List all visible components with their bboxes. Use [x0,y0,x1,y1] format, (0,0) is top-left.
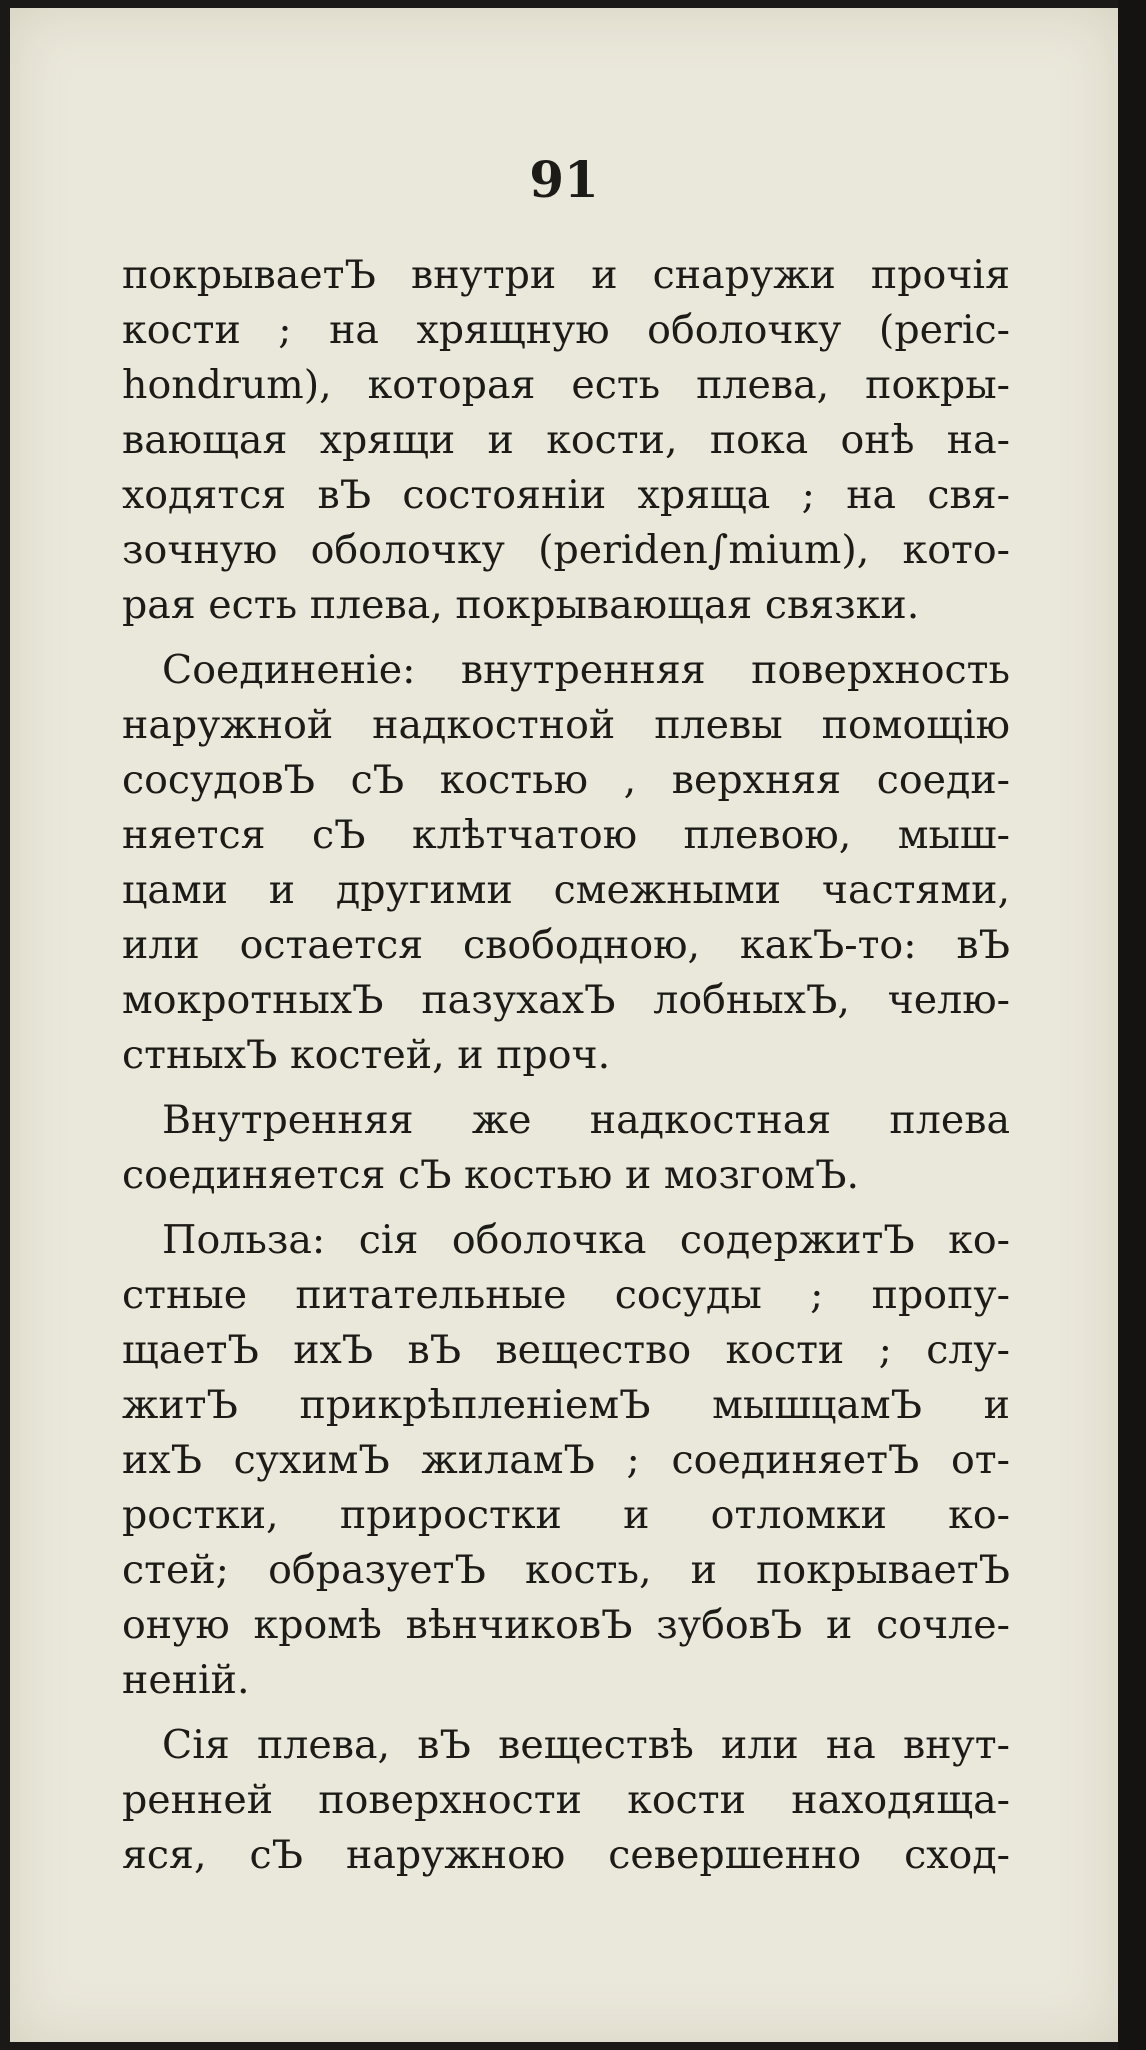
text-line: ихЪ сухимЪ жиламЪ ; соединяетЪ от- [122,1437,1010,1483]
text-line: вающая хрящи и кости, пока онѣ на- [122,417,1010,463]
text-line: Соединеніе: внутренняя поверхность [162,647,1010,693]
body-text [122,248,1010,1883]
text-line: житЪ прикрѣпленіемЪ мышцамЪ и [122,1382,1010,1428]
text-line: соединяется сЪ костью и мозгомЪ. [122,1152,860,1198]
page-number: 91 [529,150,599,209]
text-line: кости ; на хрящную оболочку (peric- [122,307,1010,353]
book-page [10,8,1118,2042]
paragraph-4 [122,1213,1010,1708]
text-line: стей; образуетЪ кость, и покрываетЪ [122,1547,1010,1593]
text-line: ренней поверхности кости находяща- [122,1777,1010,1823]
text-line: стныхЪ костей, и проч. [122,1032,611,1078]
paragraph-5 [122,1718,1010,1883]
text-line: ростки, приростки и отломки ко- [122,1492,1010,1538]
text-line: неній. [122,1657,250,1703]
text-line: цами и другими смежными частями, [122,867,1010,913]
text-line: стные питательные сосуды ; пропу- [122,1272,1010,1318]
scan-border [1118,0,1146,2050]
text-line: щаетЪ ихЪ вЪ вещество кости ; слу- [122,1327,1010,1373]
text-line: зочную оболочку (periden∫mium), кото- [122,527,1010,573]
text-line: мокротныхЪ пазухахЪ лобныхЪ, челю- [122,977,1010,1023]
text-line: Польза: сія оболочка содержитЪ ко- [162,1217,1010,1263]
text-line: Внутренняя же надкостная плева [162,1097,1010,1143]
paragraph-1 [122,248,1010,633]
text-line: ходятся вЪ состояніи хряща ; на свя- [122,472,1010,518]
text-line: Сія плева, вЪ веществѣ или на внут- [162,1722,1010,1768]
text-line: рая есть плева, покрывающая связки. [122,582,920,628]
text-line: или остается свободною, какЪ-то: вЪ [122,922,1010,968]
paragraph-2 [122,643,1010,1083]
text-line: покрываетЪ внутри и снаружи прочія [122,252,1010,298]
text-line: оную кромѣ вѣнчиковЪ зубовЪ и сочле- [122,1602,1010,1648]
text-line: няется сЪ клѣтчатою плевою, мыш- [122,812,1010,858]
text-line: hondrum), которая есть плева, покры- [122,362,1010,408]
text-line: сосудовЪ сЪ костью , верхняя соеди- [122,757,1010,803]
text-line: наружной надкостной плевы помощію [122,702,1010,748]
paragraph-3 [122,1093,1010,1203]
text-line: яся, сЪ наружною севершенно сход- [122,1832,1010,1878]
